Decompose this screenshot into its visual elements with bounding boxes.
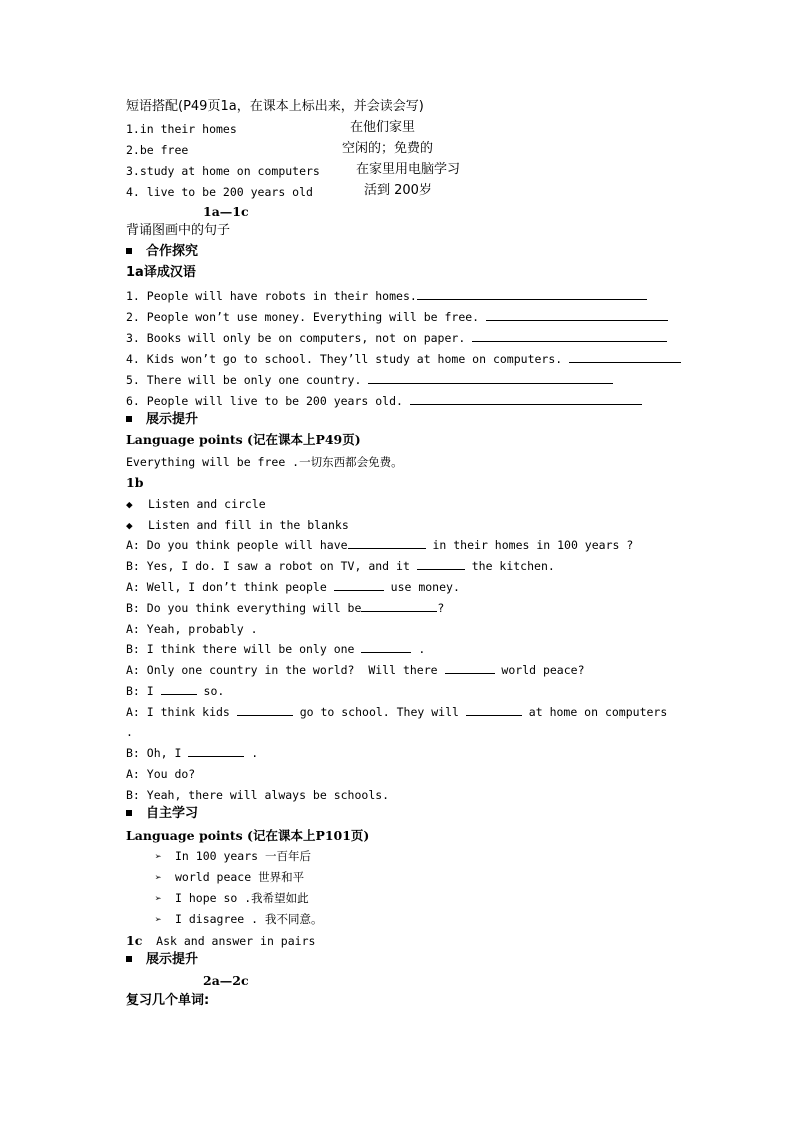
answer-line[interactable] xyxy=(368,373,613,384)
diamond-bullet-icon: ◆ xyxy=(126,519,133,532)
sentence-2: 2. People won’t use money. Everything will be free. xyxy=(126,310,668,324)
language-point-text: Everything will be free .一切东西都会免费。 xyxy=(126,455,403,469)
fill-blank[interactable] xyxy=(361,642,411,653)
fill-blank[interactable] xyxy=(466,705,522,716)
square-bullet-icon xyxy=(126,956,132,962)
fill-blank[interactable] xyxy=(161,684,197,695)
fill-blank[interactable] xyxy=(361,601,437,612)
sentence-6: 6. People will live to be 200 years old. xyxy=(126,394,642,408)
arrow-bullet-icon: ➢ xyxy=(155,913,162,926)
intro-title: 短语搭配(P49页1a，在课本上标出来，并会读会写) xyxy=(126,99,424,114)
heading-show-2: 展示提升 xyxy=(126,953,198,967)
dialogue-line-9: A: I think kids go to school. They will at home on computers xyxy=(126,705,668,719)
sentence-4: 4. Kids won’t go to school. They’ll study at home on computers. xyxy=(126,352,681,366)
dialogue-line-8: B: I so. xyxy=(126,684,225,698)
fill-blank[interactable] xyxy=(334,580,384,591)
dialogue-line-5: A: Yeah, probably . xyxy=(126,622,258,636)
dialogue-line-13: B: Yeah, there will always be schools. xyxy=(126,788,390,802)
point-2: ➢ world peace 世界和平 xyxy=(155,870,305,884)
arrow-bullet-icon: ➢ xyxy=(155,892,162,905)
heading-self-study: 自主学习 xyxy=(126,807,198,821)
dialogue-line-3: A: Well, I don’t think people use money. xyxy=(126,580,460,594)
answer-line[interactable] xyxy=(410,394,642,405)
heading-coop: 合作探究 xyxy=(126,245,198,259)
section-1a-1c: 1a—1c xyxy=(203,204,249,219)
fill-blank[interactable] xyxy=(237,705,293,716)
fill-blank[interactable] xyxy=(188,746,244,757)
dialogue-line-6: B: I think there will be only one . xyxy=(126,642,426,656)
phrase-2-en: 2.be free xyxy=(126,143,189,157)
dialogue-line-10: . xyxy=(126,725,133,739)
dialogue-line-7: A: Only one country in the world? Will there world peace? xyxy=(126,663,585,677)
language-points-title-2: Language points (记在课本上P101页) xyxy=(126,828,370,843)
diamond-bullet-icon: ◆ xyxy=(126,498,133,511)
square-bullet-icon xyxy=(126,248,132,254)
dialogue-line-12: A: You do? xyxy=(126,767,196,781)
language-points-title-1: Language points (记在课本上P49页) xyxy=(126,432,361,447)
section-2a-2c: 2a—2c xyxy=(203,973,249,988)
phrase-3-cn: 在家里用电脑学习 xyxy=(356,162,461,177)
sentence-3: 3. Books will only be on computers, not on paper. xyxy=(126,331,667,345)
fill-blank[interactable] xyxy=(348,538,426,549)
heading-show-1: 展示提升 xyxy=(126,413,198,427)
arrow-bullet-icon: ➢ xyxy=(155,850,162,863)
square-bullet-icon xyxy=(126,810,132,816)
phrase-1-en: 1.in their homes xyxy=(126,122,237,136)
sentence-5: 5. There will be only one country. xyxy=(126,373,613,387)
phrase-2-cn: 空闲的；免费的 xyxy=(342,141,434,156)
recite-instruction: 背诵图画中的句子 xyxy=(126,223,231,238)
task-listen-fill: ◆ Listen and fill in the blanks xyxy=(126,518,349,532)
answer-line[interactable] xyxy=(417,289,647,300)
phrase-4-cn: 活到 200岁 xyxy=(364,183,432,198)
answer-line[interactable] xyxy=(569,352,681,363)
point-4: ➢ I disagree . 我不同意。 xyxy=(155,912,323,926)
phrase-3-en: 3.study at home on computers xyxy=(126,164,320,178)
dialogue-line-1: A: Do you think people will have in their homes in 100 years ? xyxy=(126,538,634,552)
answer-line[interactable] xyxy=(486,310,668,321)
task-1c: 1c Ask and answer in pairs xyxy=(126,933,316,948)
arrow-bullet-icon: ➢ xyxy=(155,871,162,884)
dialogue-line-2: B: Yes, I do. I saw a robot on TV, and it the kitchen. xyxy=(126,559,555,573)
label-1b: 1b xyxy=(126,475,144,490)
phrase-4-en: 4. live to be 200 years old xyxy=(126,185,313,199)
dialogue-line-4: B: Do you think everything will be ? xyxy=(126,601,445,615)
sentence-1: 1. People will have robots in their homes. xyxy=(126,289,647,303)
coop-task: 1a译成汉语 xyxy=(126,265,196,280)
task-listen-circle: ◆ Listen and circle xyxy=(126,497,266,511)
phrase-1-cn: 在他们家里 xyxy=(350,120,416,135)
answer-line[interactable] xyxy=(472,331,667,342)
point-1: ➢ In 100 years 一百年后 xyxy=(155,849,312,863)
fill-blank[interactable] xyxy=(445,663,495,674)
square-bullet-icon xyxy=(126,416,132,422)
point-3: ➢ I hope so .我希望如此 xyxy=(155,891,309,905)
dialogue-line-11: B: Oh, I . xyxy=(126,746,259,760)
review-words: 复习几个单词: xyxy=(126,993,210,1008)
fill-blank[interactable] xyxy=(417,559,465,570)
